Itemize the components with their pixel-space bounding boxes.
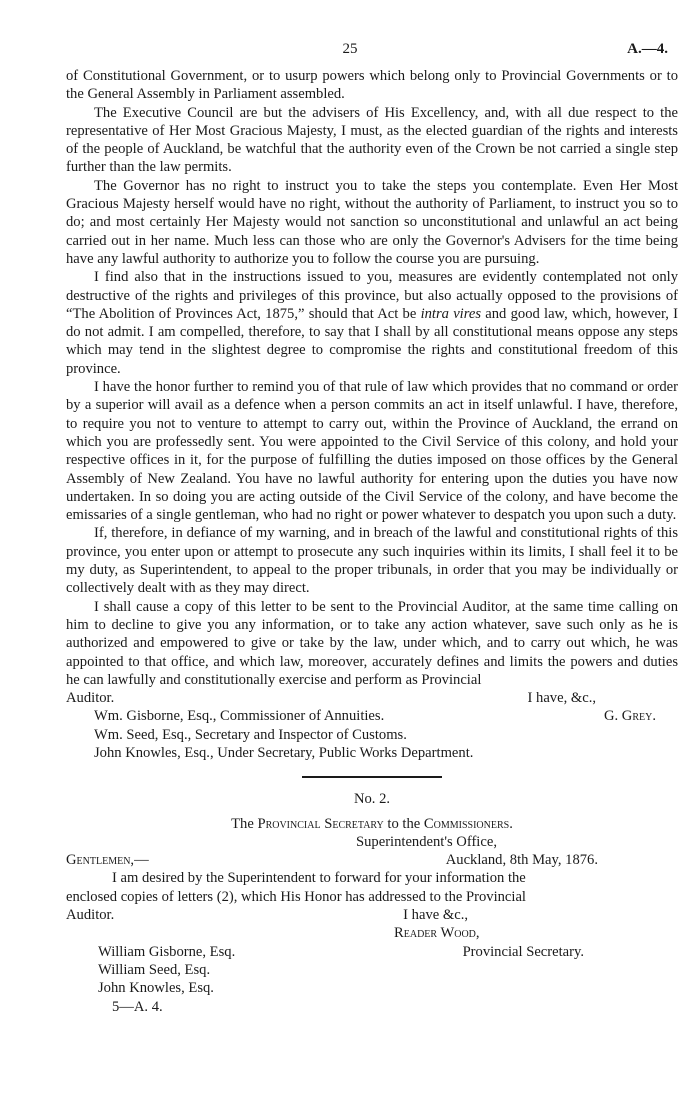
letter2-closing-row xyxy=(66,906,678,924)
heading-to: Commissioners. xyxy=(423,815,513,832)
letter2-recipient-2: William Seed, Esq. xyxy=(98,961,211,978)
paragraph-4 xyxy=(66,268,678,378)
heading-mid: to the xyxy=(383,815,424,832)
paragraph-4-part-b: and good law, which, however, I do not admit. I am compelled, therefore, to say that I shall by all constitutional means oppose any steps which may tend in the slightest degree to compromise the rights and constitutional freedom of this province. xyxy=(66,305,679,377)
letter2-recipient-1: William Gisborne, Esq. xyxy=(98,943,236,960)
recipient-row-1 xyxy=(66,707,678,725)
closing-row xyxy=(66,689,678,707)
page-header xyxy=(0,40,700,60)
section-divider xyxy=(302,776,442,778)
latin-phrase: intra vires xyxy=(420,305,482,322)
paragraph-5: I have the honor further to remind you of that rule of law which provides that no command or order by a superior will avail as a defence when a person commits an act in itself unlawful. I have, therefore, to require you not to venture to attempt to carry out, within the Province of Auckland, the errand on which you are professedly sent. You were appointed to the Civil Service of this colony, and hold your respective offices in it, for the purpose of fulfilling the duties imposed on those offices by the General Assembly of New Zealand. You have no lawful authority for entering upon the duties you have now undertaken. In so doing you are acting outside of the Civil Service of the colony, and have become the emissaries of a single gentleman, who had no right or power whatever to despatch you upon such a duty. xyxy=(66,379,678,524)
letter-number: No. 2. xyxy=(353,791,391,808)
letter2-recipient-3: John Knowles, Esq. xyxy=(98,980,214,997)
letter2-body-last: Auditor. xyxy=(66,907,115,924)
salutation-row xyxy=(66,851,678,869)
paragraph-3: The Governor has no right to instruct you to take the steps you contemplate. Even Her Most Gracious Majesty herself would have no right, without the authority of Parliament, to instruct you so to do; and most certainly Her Majesty would not sanction so unconstitutional and unlawful an act being carried out in her name. Much less can those who are only the Governor's Advisers for the time being have any lawful authority to authorize you to follow the course you are pursuing. xyxy=(66,177,678,267)
letter2-closing: I have &c., xyxy=(403,907,468,924)
closing-word: Auditor. xyxy=(66,690,115,707)
salutation: Gentlemen,— xyxy=(66,852,149,869)
recipient-2: Wm. Seed, Esq., Secretary and Inspector of Customs. xyxy=(94,726,407,743)
recipient-1: Wm. Gisborne, Esq., Commissioner of Annuities. xyxy=(94,708,385,725)
letter2-body-line-1: I am desired by the Superintendent to forward for your information the xyxy=(112,870,526,887)
letter2-body-line-2: enclosed copies of letters (2), which His Honor has addressed to the Provincial xyxy=(66,888,526,905)
paragraph-2: The Executive Council are but the advisers of His Excellency, and, with all due respect to the representative of Her Most Gracious Majesty, I must, as the elected guardian of the rights and interests of the people of Auckland, be watchful that the authority even of the Crown be not carried a single step further than the law permits. xyxy=(66,104,678,176)
signature-title: Provincial Secretary. xyxy=(462,943,584,960)
document-reference: A.—4. xyxy=(627,41,668,57)
signature-grey: G. Grey. xyxy=(603,708,656,725)
paragraph-7: I shall cause a copy of this letter to be sent to the Provincial Auditor, at the same time calling on him to decline to give you any information, or to take any action whatever, save such only as he is authorized and empowered to give or take by the law, under which, and to carry out which, he was appointed to that office, and which law, moreover, accurately defines and limits the powers and duties he can lawfully and constitutionally exercise and perform as Provincial xyxy=(66,598,678,688)
paragraph-4-part-a: I find also that in the instructions issued to you, measures are evidently contemplated not only destructive of the rights and privileges of this province, but also actually opposed to the provisions of “The Abolition of Provinces Act, 1875,” should that Act be xyxy=(66,269,678,322)
document-body xyxy=(66,67,678,1016)
paragraph-1: of Constitutional Government, or to usurp powers which belong only to Provincial Governments or to the General Assembly in Parliament assembled. xyxy=(66,68,678,103)
closing-phrase: I have, &c., xyxy=(527,690,596,707)
place-date: Auckland, 8th May, 1876. xyxy=(445,852,598,869)
heading-from: Provincial Secretary xyxy=(257,815,384,832)
signature-wood: Reader Wood, xyxy=(394,925,480,942)
recipient-3: John Knowles, Esq., Under Secretary, Public Works Department. xyxy=(94,744,474,761)
letter2-recipient-row-1 xyxy=(66,943,678,961)
paragraph-6: If, therefore, in defiance of my warning, and in breach of the lawful and constitutional rights of this province, you enter upon or attempt to prosecute any such inquiries within its limits, I shall feel it to be my duty, as Superintendent, to appeal to the proper tribunals, in order that you may be individually or collectively dealt with as they may direct. xyxy=(66,525,678,597)
page-number: 25 xyxy=(342,41,358,57)
footer-reference: 5—A. 4. xyxy=(112,998,163,1015)
letter-heading xyxy=(66,815,678,833)
office-line: Superintendent's Office, xyxy=(356,833,497,850)
heading-pre: The xyxy=(231,815,258,832)
